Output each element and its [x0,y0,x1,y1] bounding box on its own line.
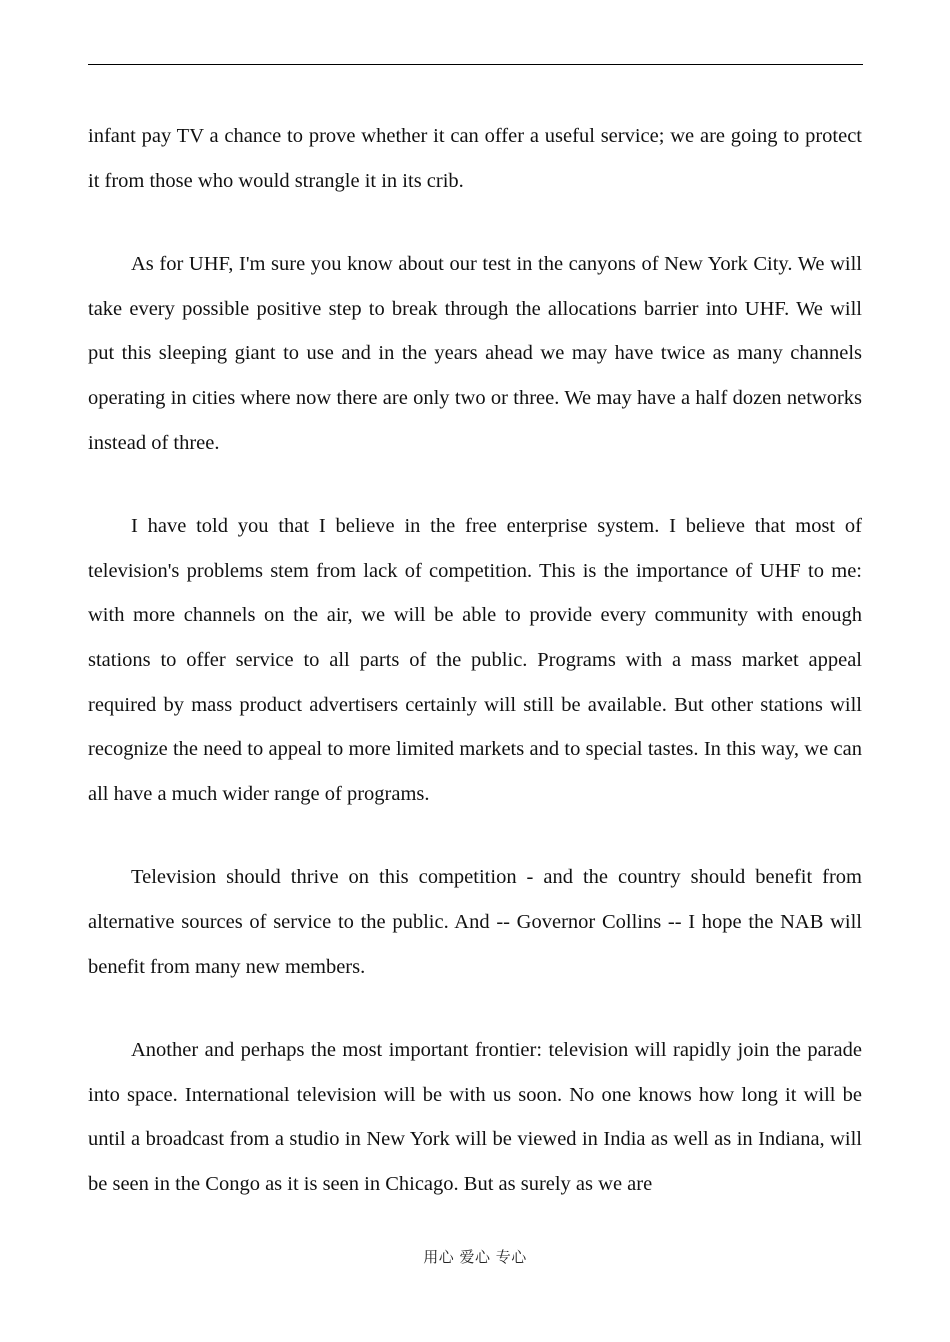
header-rule [88,64,863,65]
paragraph-2: As for UHF, I'm sure you know about our test in the canyons of New York City. We will take every possible positive step to break through the allocations barrier into UHF. We will put this sleeping giant to use and in the years ahead we may have twice as many channels operating in cities where now there are only two or three. We may have a half dozen networks instead of three. [88,253,862,454]
paragraph-5: Another and perhaps the most important frontier: television will rapidly join the parade into space. International television will be with us soon. No one knows how long it will be until a broadcast from a studio in New York will be viewed in India as well as in Indiana, will be seen in the Congo as it is seen in Chicago. But as surely as we are [88,1039,862,1195]
body-text [88,114,862,1245]
paragraph-3: I have told you that I believe in the free enterprise system. I believe that most of television's problems stem from lack of competition. This is the importance of UHF to me: with more channels on the air, we will be able to provide every community with enough stations to offer service to all parts of the public. Programs with a mass market appeal required by mass product advertisers certainly will still be available. But other stations will recognize the need to appeal to more limited markets and to special tastes. In this way, we can all have a much wider range of programs. [88,515,862,805]
page-footer: 用心 爱心 专心 [423,1248,527,1266]
paragraph-1: infant pay TV a chance to prove whether it can offer a useful service; we are going to protect it from those who would strangle it in its crib. [88,125,862,192]
paragraph-4: Television should thrive on this competition - and the country should benefit from alternative sources of service to the public. And -- Governor Collins -- I hope the NAB will benefit from many new members. [88,866,862,978]
